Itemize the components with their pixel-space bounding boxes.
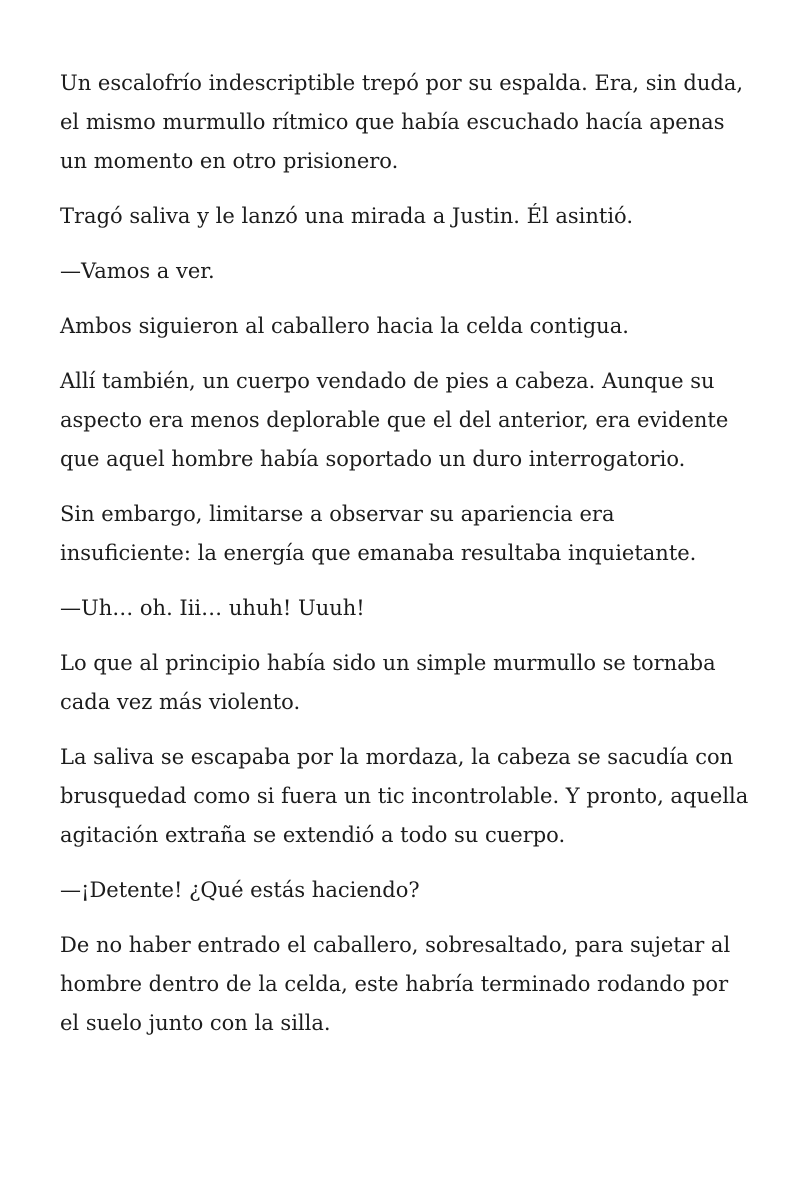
paragraph-10-dialogue: —¡Detente! ¿Qué estás haciendo? <box>60 878 420 902</box>
paragraph-7-dialogue: —Uh… oh. Iii… uhuh! Uuuh! <box>60 596 365 620</box>
paragraph-11: De no haber entrado el caballero, sobresaltado, para sujetar al hombre dentro de la celda, este habría terminado rodando por el suelo junto con la silla. <box>60 933 731 1035</box>
paragraph-4: Ambos siguieron al caballero hacia la celda contigua. <box>60 314 629 338</box>
book-page <box>60 64 750 1059</box>
paragraph-6: Sin embargo, limitarse a observar su apariencia era insuficiente: la energía que emanaba resultaba inquietante. <box>60 502 697 565</box>
paragraph-3-dialogue: —Vamos a ver. <box>60 259 215 283</box>
paragraph-8: Lo que al principio había sido un simple murmullo se tornaba cada vez más violento. <box>60 651 716 714</box>
paragraph-5: Allí también, un cuerpo vendado de pies a cabeza. Aunque su aspecto era menos deplorable que el del anterior, era evidente que aquel hombre había soportado un duro interrogatorio. <box>60 369 729 471</box>
paragraph-1: Un escalofrío indescriptible trepó por su espalda. Era, sin duda, el mismo murmullo rítmico que había escuchado hacía apenas un momento en otro prisionero. <box>60 71 744 173</box>
paragraph-9: La saliva se escapaba por la mordaza, la cabeza se sacudía con brusquedad como si fuera un tic incontrolable. Y pronto, aquella agitación extraña se extendió a todo su cuerpo. <box>60 745 749 847</box>
paragraph-2: Tragó saliva y le lanzó una mirada a Justin. Él asintió. <box>60 204 633 228</box>
